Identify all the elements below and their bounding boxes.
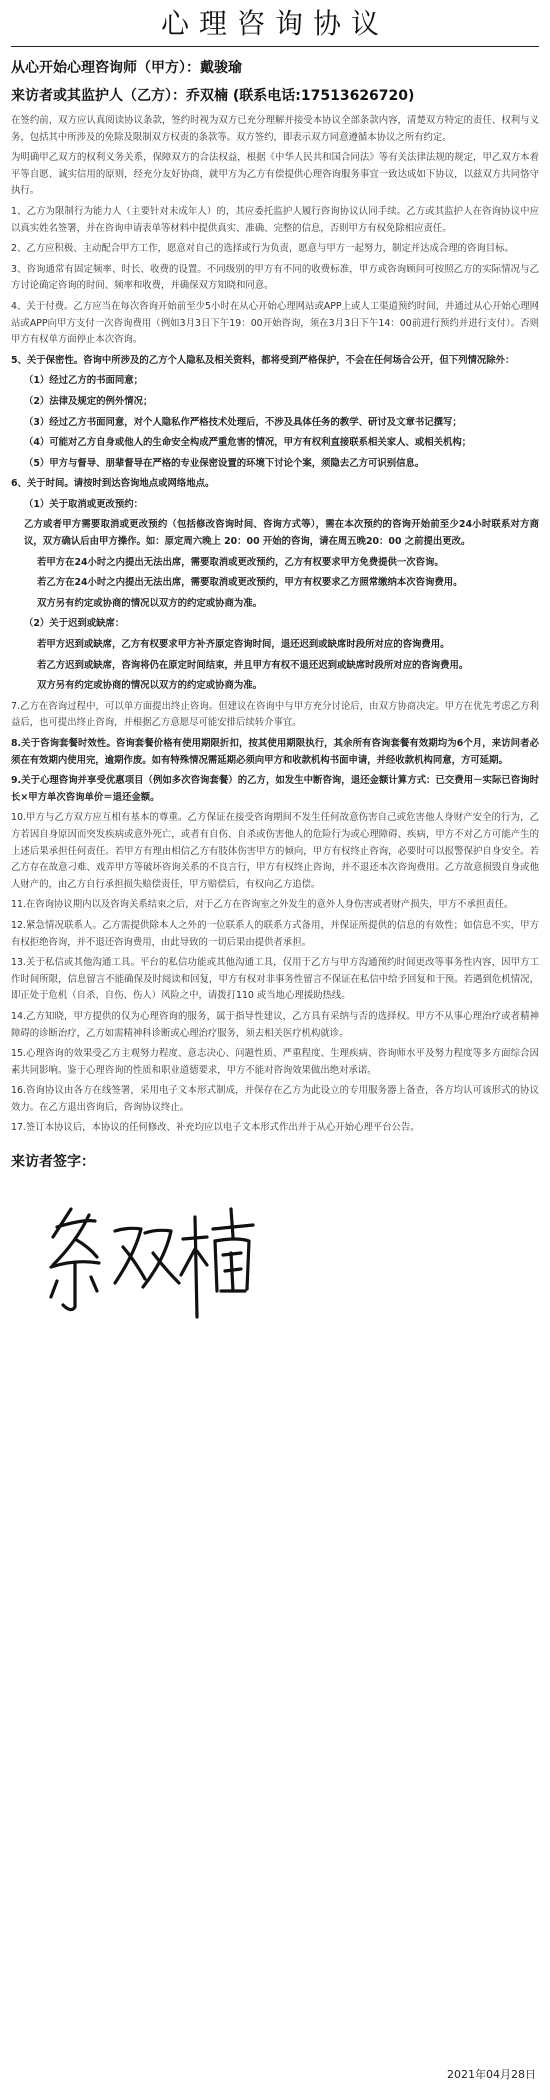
- handwritten-signature: [31, 1179, 271, 1329]
- agreement-clause: 乙方或者甲方需要取消或更改预约（包括修改咨询时间、咨询方式等），需在本次预约的咨询开始前至少24小时联系对方商议，双方确认后由甲方操作。如：原定周六晚上 20：00 开始的咨询，请在周五晚20：00 之前提出更改。: [24, 519, 539, 548]
- agreement-clause: 4、关于付费。乙方应当在每次咨询开始前至少5小时在从心开始心理网站或APP上或人工渠道预约时间，并通过从心开始心理网站或APP向甲方支付一次咨询费用（例如3月3日下午19：00开始咨询，须在3月3日下午14：00前进行预约并进行支付）。否则甲方有权单方面停止本次咨询。: [11, 300, 539, 346]
- agreement-clause: 若甲方迟到或缺席，乙方有权要求甲方补齐原定咨询时间，退还迟到或缺席时段所对应的咨询费用。: [37, 639, 450, 651]
- agreement-clause: （4）可能对乙方自身或他人的生命安全构成严重危害的情况，甲方有权利直接联系相关家人、或相关机构；: [24, 437, 472, 449]
- agreement-clause: 1、乙方为限制行为能力人（主要针对未成年人）的，其应委托监护人履行咨询协议认同手续。乙方或其监护人在咨询协议中应以真实姓名签署，并在咨询申请表单等材料中提供真实、准确、完整的信息，否则甲方有权免除相应责任。: [11, 205, 539, 234]
- title-divider: [11, 46, 539, 47]
- agreement-clause: 6、关于时间。请按时到达咨询地点或网络地点。: [11, 478, 215, 490]
- agreement-clause: 12.紧急情况联系人。乙方需提供除本人之外的一位联系人的联系方式备用，并保证所提供的信息的有效性；如信息不实，甲方有权拒绝咨询，并不退还咨询费用，由此导致的一切后果由提供者承担。: [11, 919, 539, 948]
- agreement-clause: 17.签订本协议后，本协议的任何修改、补充均应以电子文本形式作出并于从心开始心理平台公告。: [11, 1122, 420, 1134]
- agreement-clause: 3、咨询通常有固定频率、时长、收费的设置。不同级别的甲方有不同的收费标准，甲方或咨询顾问可按照乙方的实际情况与乙方讨论确定咨询的时间、频率和收费，并确保双方知晓和同意。: [11, 263, 539, 292]
- agreement-clause: 双方另有约定或协商的情况以双方的约定或协商为准。: [37, 597, 263, 609]
- agreement-clause: 5、关于保密性。咨询中所涉及的乙方个人隐私及相关资料，都将受到严格保护，不会在任何场合公开，但下列情况除外：: [11, 354, 515, 366]
- party-b-line: 来访者或其监护人（乙方）：乔双楠 (联系电话:17513626720): [11, 88, 415, 104]
- agreement-clause: （1）关于取消或更改预约：: [24, 498, 144, 510]
- agreement-clause: 若甲方在24小时之内提出无法出席，需要取消或更改预约，乙方有权要求甲方免费提供一次咨询。: [37, 556, 444, 568]
- agreement-clause: 11.在咨询协议期内以及咨询关系结束之后，对于乙方在咨询室之外发生的意外人身伤害或者财产损失，甲方不承担责任。: [11, 899, 514, 911]
- agreement-clause: 13.关于私信或其他沟通工具。平台的私信功能或其他沟通工具，仅用于乙方与甲方沟通预约时间更改等事务性内容，因甲方工作时间所限，信息留言不能确保及时阅读和回复，甲方有权对非事务性留言不保证在私信中给予回复和干预。若遇到危机情况，即正处于危机（自杀、自伤、伤人）风险之中，请拨打110 或当地心理援助热线。: [11, 957, 539, 1002]
- signing-date: 2021年04月28日: [447, 2068, 536, 2081]
- agreement-clause: 9.关于心理咨询并享受优惠项目（例如多次咨询套餐）的乙方，如发生中断咨询，退还金额计算方式：已交费用－实际已咨询时长×甲方单次咨询单价＝退还金额。: [11, 775, 539, 803]
- agreement-clause: 若乙方在24小时之内提出无法出席，需要取消或更改预约，甲方有权要求乙方照常缴纳本次咨询费用。: [37, 577, 463, 589]
- agreement-clause: （3）经过乙方书面同意，对个人隐私作严格技术处理后，不涉及具体任务的教学、研讨及文章书记撰写；: [24, 416, 462, 428]
- page-title: 心理咨询协议: [160, 7, 389, 40]
- agreement-clause: 16.咨询协议由各方在线签署，采用电子文本形式制成，并保存在乙方为此设立的专用服务器上备查，各方均认可该形式的协议效力。在乙方退出咨询后，咨询协议终止。: [11, 1085, 539, 1113]
- agreement-clause: 8.关于咨询套餐时效性。咨询套餐价格有使用期限折扣，按其使用期限执行，其余所有咨询套餐有效期均为6个月，来访问者必须在有效期内使用完，逾期作废。如有特殊情况需延期必须向甲方和收款机构书面申请，并经收款机构同意，方可延期。: [11, 738, 539, 766]
- agreement-clause: （5）甲方与督导、朋辈督导在严格的专业保密设置的环境下讨论个案，须隐去乙方可识别信息。: [24, 457, 425, 469]
- agreement-clause: （2）法律及规定的例外情况；: [24, 395, 153, 407]
- agreement-clause: （2）关于迟到或缺席：: [24, 618, 125, 630]
- agreement-clause: （1）经过乙方的书面同意；: [24, 375, 144, 387]
- agreement-clause: 在签约前，双方应认真阅读协议条款，签约时视为双方已充分理解并接受本协议全部条款内容，清楚双方特定的责任、权利与义务，包括其中所涉及的免除及限制双方权责的条款等。双方签约，即表示双方同意遵循本协议之所有约定。: [11, 115, 539, 143]
- agreement-clause: 2、乙方应积极、主动配合甲方工作，愿意对自己的选择或行为负责，愿意与甲方一起努力，制定并达成合理的咨询目标。: [11, 243, 514, 255]
- party-a-line: 从心开始心理咨询师（甲方）：戴骏瑜: [11, 60, 242, 76]
- signature-label: 来访者签字：: [11, 1154, 95, 1171]
- agreement-clause: 7.乙方在咨询过程中，可以单方面提出终止咨询。但建议在咨询中与甲方充分讨论后，由双方协商决定。甲方在优先考虑乙方利益后，也可提出终止咨询，并根据乙方意愿尽可能安排后续转介事宜。: [11, 700, 539, 729]
- agreement-clause: 10.甲方与乙方双方应互相有基本的尊重。乙方保证在接受咨询期间不发生任何故意伤害自己或危害他人身财产安全的行为，乙方若因自身原因而突发疾病或意外死亡，或者有自伤、自杀或伤害他人的危险行为或心理障碍、疾病，甲方不对乙方可能产生的上述后果承担任何责任。若甲方有理由相信乙方有肢体伤害甲方的倾向，甲方有权终止咨询，必要时可以报警保护自身安全。若乙方存在故意刁难、戏弄甲方等破坏咨询关系的不良言行，甲方有权终止咨询，并不退还本次咨询费用。乙方故意损毁自身或他人财产的，由乙方自行承担损失赔偿责任，甲方赔偿后，有权向乙方追偿。: [11, 812, 539, 890]
- agreement-clause: 14.乙方知晓，甲方提供的仅为心理咨询的服务，属于指导性建议，乙方具有采纳与否的选择权。甲方不从事心理治疗或者精神障碍的诊断治疗，乙方如需精神科诊断或心理治疗服务，须去相关医疗机构就诊。: [11, 1010, 539, 1039]
- agreement-clause: 15.心理咨询的效果受乙方主观努力程度、意志决心、问题性质、严重程度、生理疾病、咨询师水平及努力程度等多方面综合因素共同影响。鉴于心理咨询的性质和职业道德要求，甲方不能对咨询效果做出绝对承诺。: [11, 1048, 539, 1076]
- agreement-clause: 为明确甲乙双方的权利义务关系，保障双方的合法权益，根据《中华人民共和国合同法》等有关法律法规的规定，甲乙双方本着平等自愿、诚实信用的原则，经充分友好协商，就甲方为乙方有偿提供心理咨询服务事宜一致达成如下协议，以兹双方共同恪守执行。: [11, 152, 539, 197]
- agreement-body: [11, 113, 539, 1137]
- agreement-clause: 若乙方迟到或缺席，咨询将仍在原定时间结束，并且甲方有权不退还迟到或缺席时段所对应的咨询费用。: [37, 659, 469, 671]
- agreement-clause: 双方另有约定或协商的情况以双方的约定或协商为准。: [37, 680, 263, 692]
